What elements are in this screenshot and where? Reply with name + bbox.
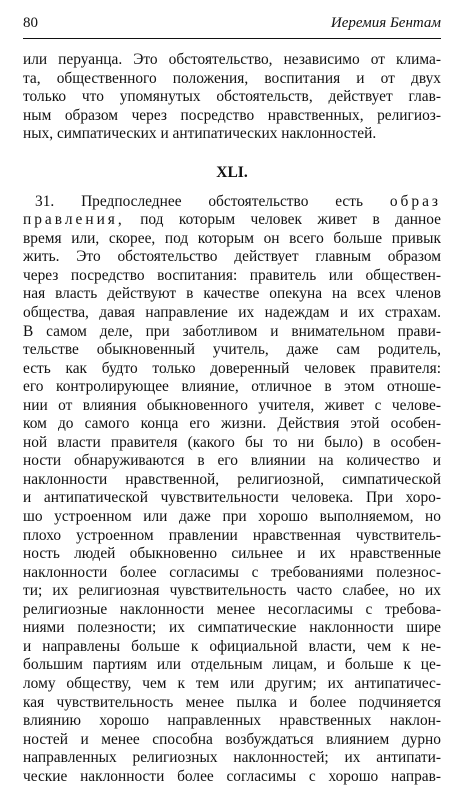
text-line: ных, симпатических и антипатических наклонностей. — [23, 125, 377, 143]
text-line: через посредство воспитания: правитель или обществен- — [23, 266, 441, 284]
text-line: ти; их религиозная чувствительность часто слабее, но их — [23, 582, 441, 600]
text-line: наклонности более согласимы с требованиями полезнос- — [23, 563, 441, 581]
running-head — [23, 14, 441, 34]
text-line: ным образом через посредство нравственных, религиоз- — [23, 106, 441, 124]
text-line: лому обществу, чем к тем или другим; их антипатичес- — [23, 674, 441, 692]
text-line: шо устроенном или даже при хорошо выполняемом, но — [23, 508, 441, 526]
text-line: та, общественного положения, воспитания и от двух — [23, 69, 441, 87]
emphasized-term: образ — [389, 192, 441, 210]
text-line: тельстве обыкновенный учитель, даже сам родитель, — [23, 341, 441, 359]
text-line: ностей и менее способна возбуждаться влиянием дурно — [23, 730, 441, 748]
text-line-first — [23, 193, 441, 212]
section-heading: XLI. — [216, 163, 248, 181]
text-line: жить. Это обстоятельство действует главным образом — [23, 248, 441, 266]
header-rule — [23, 38, 441, 39]
text-line: плохо устроенном правлении нравственная чувствитель- — [23, 526, 441, 544]
text-line: большим партиям или отдельным лицам, и больше к це- — [23, 656, 441, 674]
text-line: ческие наклонности более согласимы с хорошо направ- — [23, 767, 441, 785]
text-line: ниями полезности; их симпатические наклонности шире — [23, 619, 441, 637]
text-line-second — [23, 211, 441, 230]
text-line: ком до самого конца его жизни. Действия этой особен- — [23, 415, 441, 433]
paragraph-main-lines — [23, 230, 441, 786]
text-line: ной власти правителя (какого бы то ни было) в особен- — [23, 433, 441, 451]
text-line: наклонности нравственной, религиозной, симпатической — [23, 470, 441, 488]
text-line: и антипатической чувствительности человека. При хоро- — [23, 489, 441, 507]
text-line: только что упомянутых обстоятельств, действует глав- — [23, 88, 441, 106]
text-line: религиозные наклонности менее несогласимы с требова- — [23, 600, 441, 618]
paragraph-main — [23, 193, 441, 786]
text-line: общества, давая направление их надеждам и их страхам. — [23, 304, 441, 322]
book-page — [23, 14, 441, 786]
text-line: ная власть действуют в качестве опекуна на всех членов — [23, 285, 441, 303]
text-line: В самом деле, при заботливом и внимательном прави- — [23, 322, 441, 340]
second-line-rest: под которым человек живет в данное — [140, 211, 441, 229]
emphasized-term: правления, — [23, 211, 125, 229]
text-line: есть как будто только доверенный человек правителя: — [23, 359, 441, 377]
running-title: Иеремия Бентам — [330, 15, 441, 31]
text-line: его контролирующее влияние, отличное в этом отноше- — [23, 378, 441, 396]
text-line: ность людей обыкновенно сильнее и их нравственные — [23, 545, 441, 563]
text-line: нии от влияния обыкновенного учителя, живет с челове- — [23, 396, 441, 414]
text-line: и направлены больше к официальной власти, чем к не- — [23, 637, 441, 655]
body-text — [23, 51, 441, 786]
first-line-prefix: 31. Предпоследнее обстоятельство есть — [35, 192, 364, 210]
text-line: направленных религиозных наклонностей; их антипати- — [23, 749, 441, 767]
text-line: кая чувствительность менее пылка и более подчиняется — [23, 693, 441, 711]
paragraph-top — [23, 51, 441, 144]
page-number: 80 — [23, 15, 38, 31]
text-line: ности обнаруживаются в его влиянии на количество и — [23, 452, 441, 470]
text-line: время или, скорее, под которым он всего больше привык — [23, 229, 441, 247]
text-line: или перуанца. Это обстоятельство, независимо от клима- — [23, 51, 441, 68]
text-line: влиянию хорошо направленных нравственных наклон- — [23, 712, 441, 730]
